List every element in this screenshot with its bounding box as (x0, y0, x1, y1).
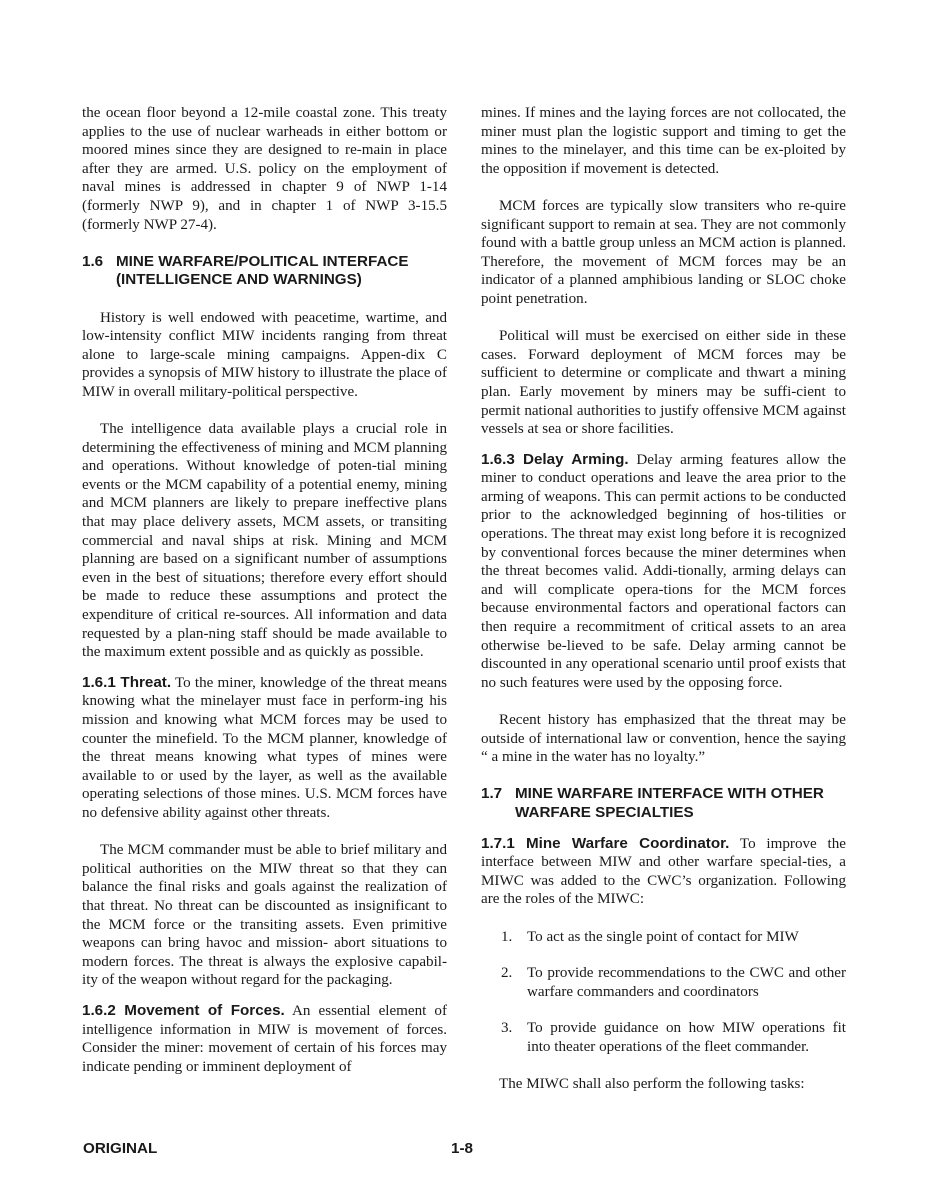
list-item-text: To provide guidance on how MIW operations fit into theater operations of the fleet commander. (527, 1020, 846, 1055)
footer-page-number: 1-8 (451, 1140, 473, 1157)
subsection-1-6-2-movement-of-forces (82, 1002, 447, 1076)
left-column (82, 104, 447, 1076)
subsection-heading: 1.6.3 Delay Arming. (481, 450, 629, 468)
list-item (481, 928, 846, 947)
list-item (481, 964, 846, 1001)
section-heading-1-7 (481, 785, 846, 822)
footer-edition-label: ORIGINAL (83, 1140, 158, 1157)
subsection-text: Delay arming features allow the miner to conduct operations and leave the area prior to the arming of weapons. This can permit actions to be conducted prior to the acknowledged beginning of hos-tilities or operations. The threat may exist long before it is recognized by conventional forces because the miner determines when the threat becomes valid. Addi-tionally, arming delays can and will complicate opera-tions for the MCM forces because environmental factors and operational factors can then require a recommitment of critical assets to an area otherwise be-lieved to be safe. Delay arming cannot be discounted in any operational scenario until proof exists that no such features were used by the opposing force. (481, 451, 847, 691)
paragraph-intelligence: The intelligence data available plays a crucial role in determining the effectiveness of mining and MCM planning and operations. Without knowledge of poten-tial mining events or the MCM capability of a potential enemy, mining and MCM planners are likely to prepare ineffective plans that may place delivery assets, MCM assets, or transiting commercial and naval ships at risk. Mining and MCM planning are based on a significant number of assumptions even in the best of situations; therefore every effort should be made to reduce these assumptions and protect the expenditure of critical re-sources. All information and data requested by a plan-ning staff should be made available to the maximum extent possible and as quickly as possible. (82, 421, 447, 661)
subsection-1-6-1-threat (82, 674, 447, 823)
list-item-number: 1. (501, 928, 513, 945)
subsection-text: To improve the interface between MIW and other warfare special-ties, a MIWC was added to the CWC’s organization. Following are the roles of the MIWC: (481, 835, 846, 908)
subsection-1-6-3-delay-arming (481, 451, 846, 693)
paragraph-treaty-continued: the ocean floor beyond a 12-mile coastal zone. This treaty applies to the use of nuclear warheads in either bottom or moored mines since they are designed to re-main in place after they are armed. U.S. policy on the employment of naval mines is addressed in chapter 9 of NWP 1-14 (formerly NWP 9), and in chapter 1 of NWP 3-15.5 (formerly NWP 27-4). (82, 105, 447, 233)
list-item (481, 1019, 846, 1056)
subsection-1-7-1-mine-warfare-coordinator (481, 835, 846, 909)
section-title: MINE WARFARE INTERFACE WITH OTHER WARFARE SPECIALTIES (515, 785, 824, 821)
subsection-heading: 1.6.2 Movement of Forces. (82, 1001, 285, 1019)
section-heading-1-6 (82, 253, 447, 290)
list-item-text: To provide recommendations to the CWC and other warfare commanders and coordinators (527, 965, 846, 1000)
paragraph-political-will: Political will must be exercised on either side in these cases. Forward deployment of MCM forces may be sufficient to determine or complicate and thwart a mining plan. Early movement by miners may be suffi-cient to permit national authorities to justify offensive MCM against vessels at sea or shore facilities. (481, 328, 846, 438)
list-item-number: 3. (501, 1020, 513, 1037)
list-item-number: 2. (501, 965, 513, 982)
paragraph-miwc-tasks: The MIWC shall also perform the following tasks: (499, 1075, 805, 1092)
subsection-heading: 1.7.1 Mine Warfare Coordinator. (481, 834, 730, 852)
section-number: 1.6 (82, 252, 104, 270)
list-item-text: To act as the single point of contact for MIW (527, 928, 799, 945)
paragraph-movement-continued: mines. If mines and the laying forces are not collocated, the miner must plan the logistic support and timing to get the mines to the minelayer, and this time can be ex-ploited by the opposition if movement is detected. (481, 105, 846, 177)
paragraph-mcm-commander: The MCM commander must be able to brief military and political authorities on the MIW threat so that they can balance the final risks and goals against the realization of that threat. No threat can be discounted as insignificant to the MCM force or the transiting assets. Even primitive weapons can bring havoc and mission- abort situations to modern forces. The threat is always the explosive capabil-ity of the weapon without regard for the packaging. (82, 842, 447, 989)
paragraph-mcm-forces: MCM forces are typically slow transiters who re-quire significant support to remain at sea. They are not commonly found with a battle group unless an MCM action is planned. Therefore, the movement of MCM forces may be an indicator of a planned amphibious landing or SLOC choke point penetration. (481, 197, 846, 307)
miwc-roles-list (481, 928, 846, 1057)
paragraph-history: History is well endowed with peacetime, wartime, and low-intensity conflict MIW incidents ranging from threat alone to large-scale mining campaigns. Appen-dix C provides a synopsis of MIW history to illustrate the place of MIW in overall military-political perspective. (82, 309, 447, 400)
subsection-text: An essential element of intelligence information in MIW is movement of forces. Consider the miner: movement of certain of his forces may indicate pending or imminent deployment of (82, 1002, 447, 1075)
section-number: 1.7 (481, 785, 503, 803)
section-title: MINE WARFARE/POLITICAL INTERFACE (INTELLIGENCE AND WARNINGS) (116, 252, 409, 289)
subsection-heading: 1.6.1 Threat. (82, 673, 172, 691)
right-column (481, 104, 846, 1093)
subsection-text: To the miner, knowledge of the threat means knowing what the minelayer must face in perform-ing his mission and knowing what MCM forces may be used to counter the minefield. To the MCM planner, knowledge of the threat means knowing what types of mines were available to or used by the layer, as well as the available operating selections of those mines. U.S. MCM forces have no defensive ability against other threats. (82, 674, 447, 821)
paragraph-recent-history: Recent history has emphasized that the threat may be outside of international law or convention, hence the saying “ a mine in the water has no loyalty.” (481, 712, 846, 766)
